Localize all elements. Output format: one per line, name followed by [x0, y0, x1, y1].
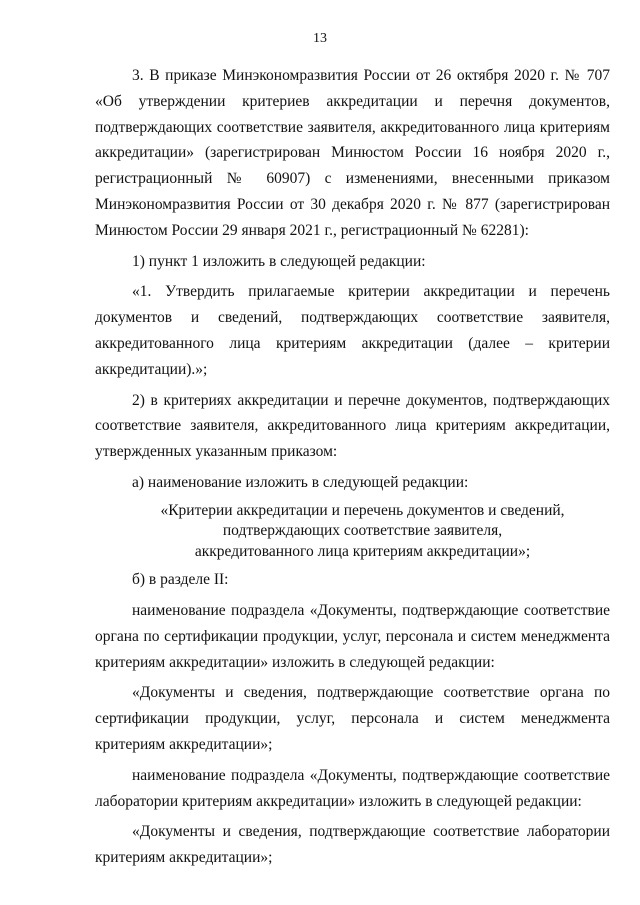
paragraph-item-a: а) наименование изложить в следующей редакции: [132, 473, 469, 491]
paragraph-item-b: б) в разделе II: [132, 571, 229, 589]
paragraph-item-1: 1) пункт 1 изложить в следующей редакции: [132, 252, 426, 270]
paragraph-subsection-lab-new: «Документы и сведения, подтверждающие соответствие лаборатории критериям аккредитации»; [95, 823, 610, 867]
centered-title [95, 501, 610, 563]
centered-title-line-2: подтверждающих соответствие заявителя, [222, 522, 503, 540]
paragraph-item-1-text: «1. Утвердить прилагаемые критерии аккредитации и перечень документов и сведений, подтверждающих соответствие заявителя, аккредитованного лица критериям аккредитации (далее – критерии аккредитации).»; [95, 283, 610, 378]
paragraph-subsection-lab: наименование подраздела «Документы, подтверждающие соответствие лаборатории критериям аккредитации» изложить в следующей редакции: [95, 766, 610, 810]
page-number: 13 [313, 31, 327, 46]
centered-title-line-3: аккредитованного лица критериям аккредитации»; [194, 542, 531, 560]
paragraph-subsection-cert-new: «Документы и сведения, подтверждающие соответствие органа по сертификации продукции, услуг, персонала и систем менеджмента критериям аккредитации»; [95, 684, 610, 754]
paragraph-item-2: 2) в критериях аккредитации и перечне документов, подтверждающих соответствие заявителя, аккредитованного лица критериям аккредитации, утвержденных указанным приказом: [95, 391, 610, 461]
paragraph-amendment-3: 3. В приказе Минэкономразвития России от 26 октября 2020 г. № 707 «Об утверждении критериев аккредитации и перечня документов, подтверждающих соответствие заявителя, аккредитованного лица критериям аккредитации» (зарегистрирован Минюстом России 16 ноября 2020 г., регистрационный № 60907) с изменениями, внесенными приказом Минэкономразвития России от 30 декабря 2020 г. № 877 (зарегистрирован Минюстом России 29 января 2021 г., регистрационный № 62281): [95, 67, 610, 239]
document-body [95, 63, 610, 871]
paragraph-subsection-cert: наименование подраздела «Документы, подтверждающие соответствие органа по сертификации продукции, услуг, персонала и систем менеджмента критериям аккредитации» изложить в следующей редакции: [95, 602, 610, 671]
centered-title-line-1: «Критерии аккредитации и перечень документов и сведений, [160, 501, 565, 519]
